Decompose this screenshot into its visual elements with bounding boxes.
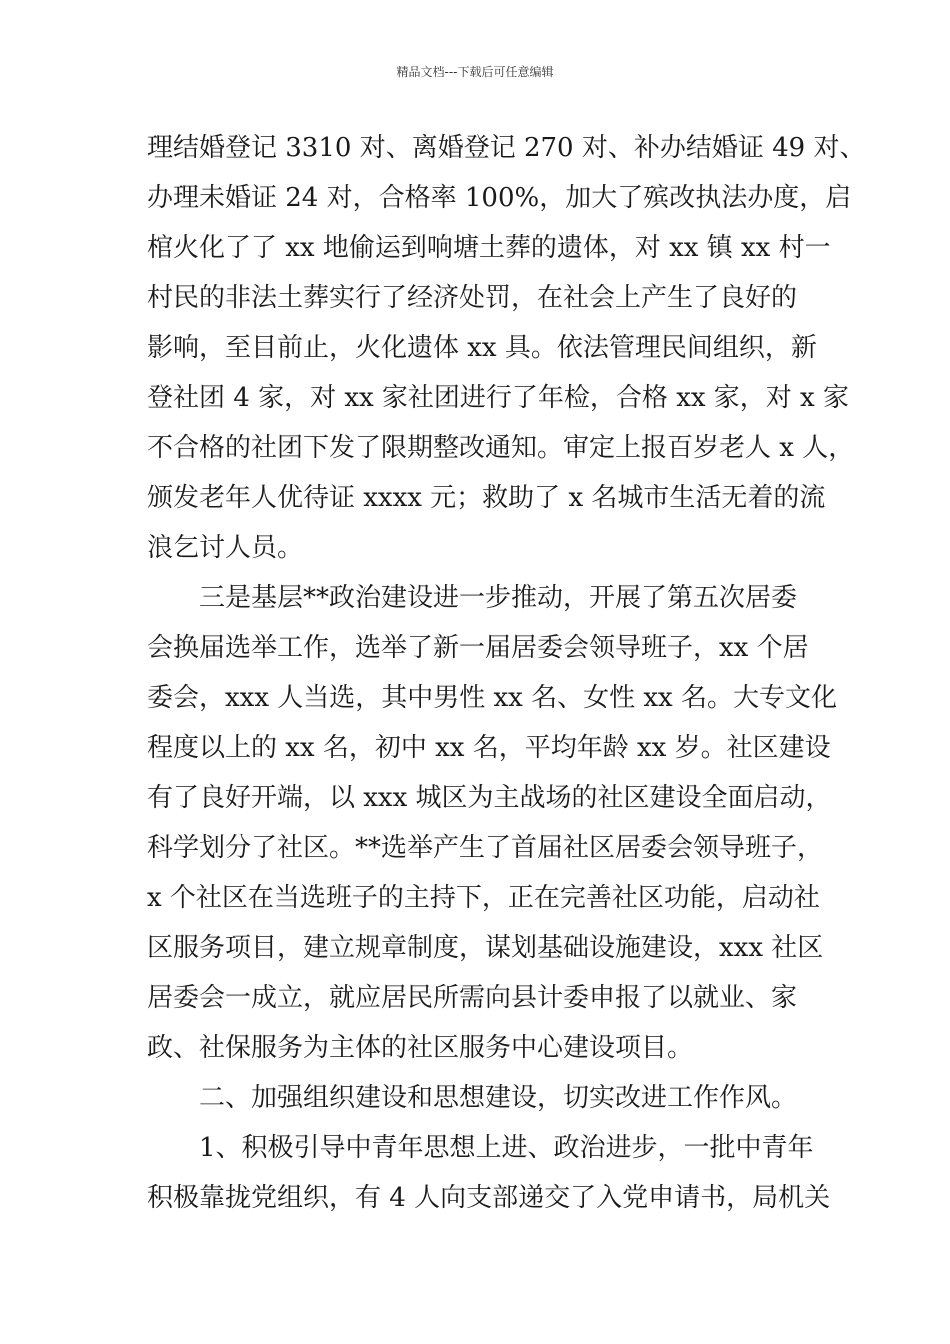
text-line: 委会，xxx 人当选，其中男性 xx 名、女性 xx 名。大专文化 (147, 683, 837, 713)
text-line: 理结婚登记 3310 对、离婚登记 270 对、补办结婚证 49 对、 (147, 133, 866, 163)
text-line: 办理未婚证 24 对，合格率 100%，加大了殡改执法办度，启 (147, 183, 852, 213)
text-line: 浪乞讨人员。 (147, 533, 304, 563)
paragraph-first-line: 1、积极引导中青年思想上进、政治进步，一批中青年 (199, 1133, 814, 1163)
text-line: 不合格的社团下发了限期整改通知。审定上报百岁老人 x 人， (147, 433, 855, 463)
text-line: 有了良好开端，以 xxx 城区为主战场的社区建设全面启动， (147, 783, 832, 813)
document-body (147, 123, 866, 1223)
text-line: 居委会一成立，就应居民所需向县计委申报了以就业、家 (147, 983, 798, 1013)
text-line: 村民的非法土葬实行了经济处罚，在社会上产生了良好的 (147, 283, 798, 313)
text-line: 会换届选举工作，选举了新一届居委会领导班子，xx 个居 (147, 633, 809, 663)
text-line: 科学划分了社区。**选举产生了首届社区居委会领导班子， (147, 833, 824, 863)
text-line: 登社团 4 家，对 xx 家社团进行了年检，合格 xx 家，对 x 家 (147, 383, 849, 413)
text-line: 区服务项目，建立规章制度，谋划基础设施建设，xxx 社区 (147, 933, 824, 963)
page-header: 精品文档---下载后可任意编辑 (396, 65, 554, 79)
text-line: 影响，至目前止，火化遗体 xx 具。依法管理民间组织，新 (147, 333, 817, 363)
text-line: x 个社区在当选班子的主持下，正在完善社区功能，启动社 (147, 883, 820, 913)
text-line: 政、社保服务为主体的社区服务中心建设项目。 (147, 1033, 694, 1063)
text-line: 程度以上的 xx 名，初中 xx 名，平均年龄 xx 岁。社区建设 (147, 733, 831, 763)
text-line: 积极靠拢党组织，有 4 人向支部递交了入党申请书，局机关 (147, 1183, 831, 1213)
text-line: 棺火化了了 xx 地偷运到响塘土葬的遗体，对 xx 镇 xx 村一 (147, 233, 831, 263)
text-line: 颁发老年人优待证 xxxx 元；救助了 x 名城市生活无着的流 (147, 483, 826, 513)
section-heading: 二、加强组织建设和思想建设，切实改进工作作风。 (199, 1083, 798, 1113)
paragraph-first-line: 三是基层**政治建设进一步推动，开展了第五次居委 (199, 583, 798, 613)
